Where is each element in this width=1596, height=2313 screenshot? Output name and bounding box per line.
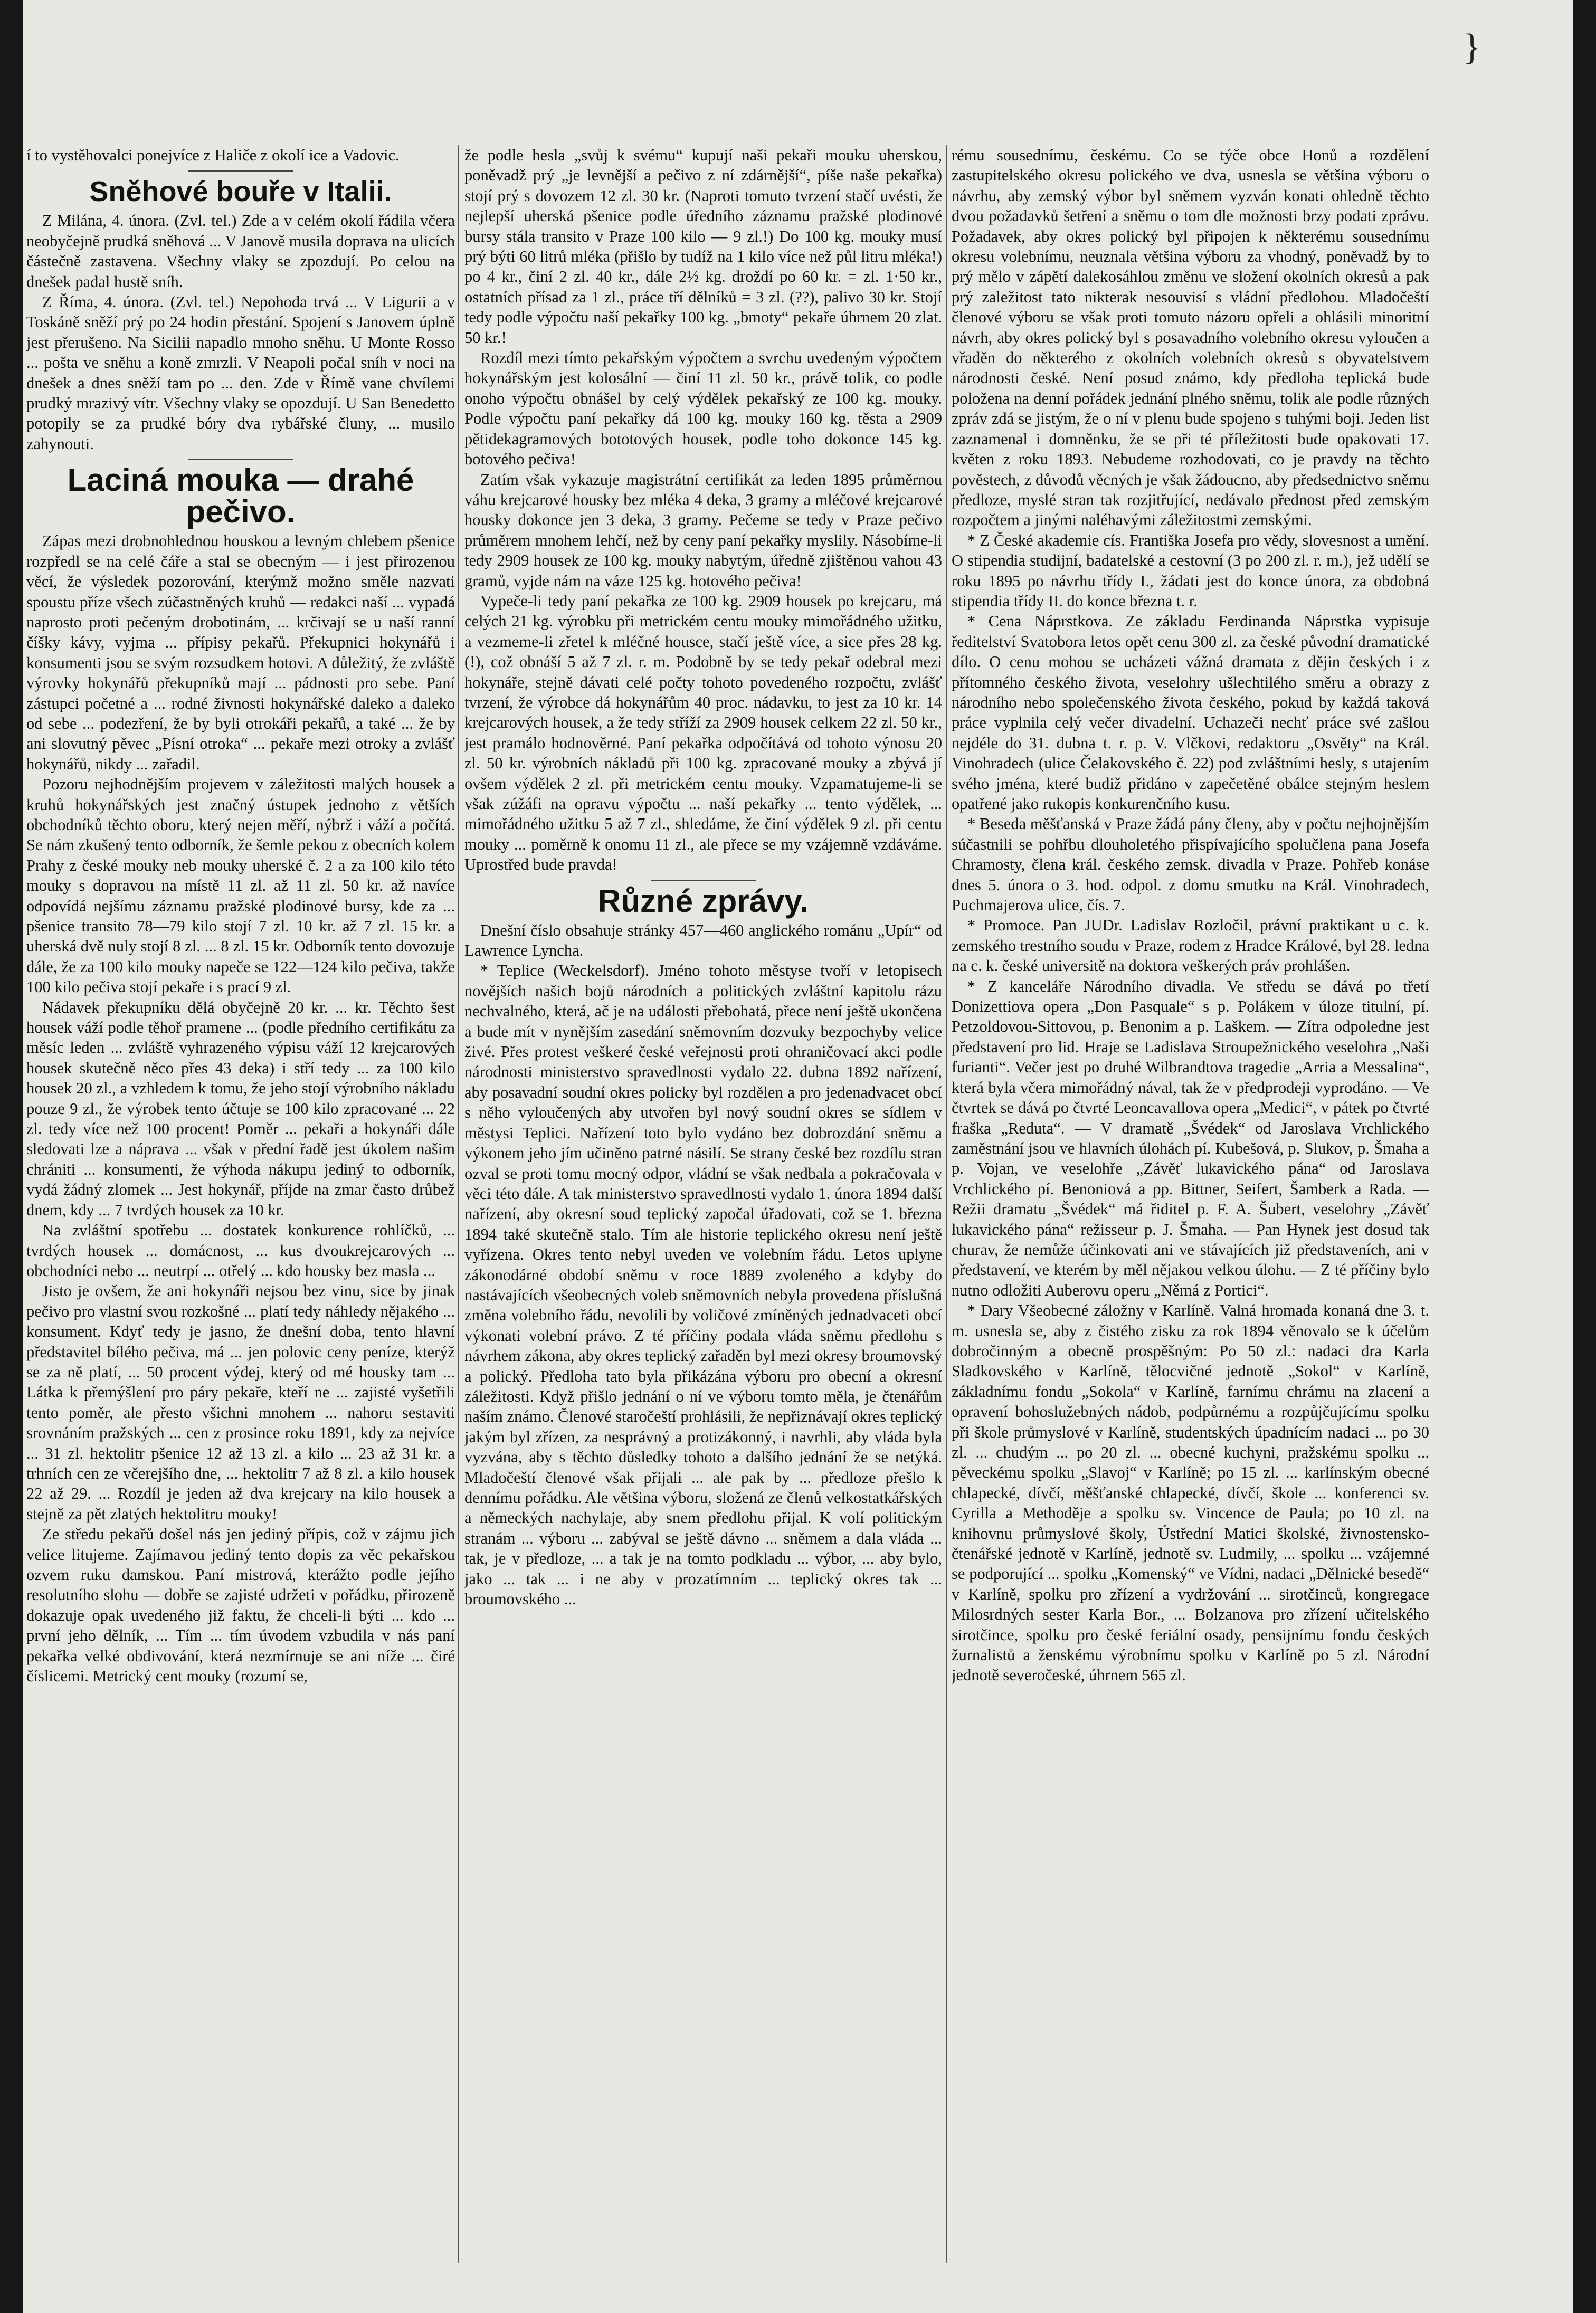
paragraph-donations: * Dary Všeobecné záložny v Karlíně. Valná hromada konaná dne 3. t. m. usnesla se, aby z čistého zisku za rok 1894 věnovalo se k účelům dobročinným a obecně prospěšným: Po 50 zl.: nadaci dra Karla Sladkovského v Karlíně, tělocvičné jednotě „Sokol“ v Karlíně, základnímu fondu „Sokola“ v Karlíně, farnímu chrámu na zlacení a opravení bohoslužebných nádob, podpůrnému a rozpůjčujícímu spolku při škole průmyslové v Karlíně, studentských úpadnícím nadaci ... po 30 zl. ... chudým ... po 20 zl. ... obecné kuchyni, pražskému spolku ... pěveckému spolku „Slavoj“ v Karlíně; po 15 zl. ... karlínským obecné chlapecké, dívčí, měšťanské chlapecké, dívčí, škole ... konferenci sv. Cyrilla a Methoděje a spolku sv. Vincence de Paula; po 10 zl. na knihovnu průmyslové školy, Ústřední Matici školské, živnostensko-čtenářské jednotě v Karlíně, jednotě sv. Ludmily, ... spolku ... vzájemné se podporující ... spolku „Komenský“ ve Vídni, nadaci „Dělnické besedě“ v Karlíně, spolku pro zřízení a vydržování ... sirotčinců, kongregace Milosrdných sester Karla Bor., ... Bolzanova pro zřízení učitelského sirotčince, spolku pro české feriální osady, pensijnímu fondu českých žurnalistů a ženskému výrobnímu spolku v Karlíně po 5 zl. Národní jednotě severočeské, úhrnem 565 zl. [952, 1301, 1429, 1684]
paragraph-naprstek-prize: * Cena Náprstkova. Ze základu Ferdinanda Náprstka vypisuje ředitelství Svatobora letos opět cenu 300 zl. za české původní dramatické dílo. O cenu mohou se ucházeti vážná dramata z dějin českých i z přítomného českého života, veselohry ušlechtilého směru a obrazy z národního nebo společenského života českého, pokud by každá taková práce vyplnila celý večer divadelní. Uchazeči nechť práce své zašlou nejdéle do 31. dubna t. r. p. V. Vlčkovi, redaktoru „Osvěty“ na Král. Vinohradech (ulice Čelakovského č. 22) pod zvláštními hesly, s utajením svého jména, které budiž přidáno v zapečetěné obálce stejným heslem opatřené jako rukopis konkurenčního kusu. [952, 612, 1429, 813]
column-1 [26, 145, 455, 2263]
column-2 [464, 145, 942, 2263]
paragraph: Vypeče-li tedy paní pekařka ze 100 kg. 2909 housek po krejcaru, má celých 21 kg. výrobku při metrickém centu mouky mimořádného užitku, a vezmeme-li zřetel k mléčné housce, stačí ještě více, a sice přes 28 kg. (!), což obnáší 5 až 7 zl. r. m. Podobně by se tedy pekař odebral mezi hokynáře, stejně dávati celé počty tohoto povedeného rozpočtu, zvlášť tvrzení, že výrobce dá hokynářům 40 proc. nádavku, to jest za 10 kr. 14 krejcarových housek, a že tedy stříží za 2909 housek celkem 22 zl. 50 kr., jest pramálo hodnověrné. Paní pekařka odpočítává od tohoto výnosu 20 zl. 50 kr. výrobních nákladů při 100 kg. zpracované mouky a zbývá jí ovšem výdělek 2 zl. při metrickém centu mouky. Vzpamatujeme-li se však zúžáfi na opravu výpočtu ... naší pekařky ... tento výdělek, ... mimořádného užitku 5 až 7 zl., shledáme, že činí výdělek 9 zl. při centu mouky ... poměrně k onomu 11 zl., ale přece se my vzájemně vzdáváme. Uprostřed bude pravda! [464, 592, 942, 874]
column-3 [952, 145, 1429, 2263]
column-rule [458, 145, 459, 2263]
divider [188, 459, 293, 460]
paragraph: Nádavek překupníku dělá obyčejně 20 kr. ... kr. Těchto šest housek váží podle těhoř pramene ... (podle předního certifikátu za měsíc leden ... zvláště vyhrazeného výpisu váží 12 krejcarových housek skutečně něco přes 43 deka) i stří tedy ... za 100 kilo housek 20 zl., a vzhledem k tomu, že jeho stojí výrobního nákladu pouze 9 zl., že výrobek tento účtuje se 100 kilo zpracované ... 22 zl. tedy více než 100 procent! Poměr ... pekaři a hokynáři dále sledovati lze a náprava ... však v přední řadě jest úkolem našim chrániti ... konsumenti, že výhoda nákupu jediný to odborník, vydá žádný zlomek ... Jest hokynář, příjde na zmar často drůbež dnem, kdy ... 7 tvrdých housek za 10 kr. [26, 998, 455, 1219]
paragraph: rému sousednímu, českému. Co se týče obce Honů a rozdělení zastupitelského okresu polického ve dva, usnesla se většina výboru o návrhu, aby zemský výbor byl sněmem vyzván konati ohledně těchto dvou požadavků šetření a sněmu o tom dle možnosti brzy podati zprávu. Požadavek, aby okres polický byl připojen k některému sousednímu okresu volebnímu, neuznala většina výboru za vhodný, poněvadž by to prý mělo v zápětí dalekosáhlou změnu ve složení okolních okresů a pak prý zaležitost tato nikterak nesouvisí s vládní předlohou. Mladočeští členové výboru se však proti tomuto názoru opřeli a ohlásili minoritní návrh, aby okres polický byl s posavadního volebního okresu vyloučen a vřaděn do některého z okolních volebních okresů s obyvatelstvem národnosti české. Není posud známo, kdy předloha teplická bude položena na denní pořádek jednání plného sněmu, tolik ale podle různých zpráv zdá se jistým, že o ní v plenu bude spojeno s tuhými boji. Jeden list zaznamenal i domněnku, že se při té příležitosti bude opakovati 17. květen z roku 1893. Nebudeme rozhodovati, co je pravdy na těchto pověstech, z důvodů věcných je však žádoucno, aby předsednictvo sněmu předloze, myslé stran tak rozjitřující, nedávalo přednost před zemským rozpočtem a jinými naléhavými záležitostmi zemskými. [952, 146, 1429, 529]
divider [651, 880, 756, 881]
paragraph: Z Říma, 4. února. (Zvl. tel.) Nepohoda trvá ... V Ligurii a v Toskáně sněží prý po 24 hodin přestání. Spojení s Janovem úplně jest přerušeno. Na Sicilii napadlo mnoho sněhu. U Monte Rosso ... pošta ve sněhu a koně zmrzli. V Neapoli počal sníh v noci na dnešek a dnes sněží tam po ... den. Zde v Římě vane chvílemi prudký mrazivý vítr. Všechny vlaky se opozdují. U San Benedetto potopily se za prudké bóry dva rybářské čluny, ... musilo zahynouti. [26, 293, 455, 453]
column-rule [946, 145, 947, 2263]
paragraph: Rozdíl mezi tímto pekařským výpočtem a svrchu uvedeným výpočtem hokynářským jest kolosální — činí 11 zl. 50 kr., právě tolik, co podle onoho výpočtu obnášel by celý výdělek pekařský ze 100 kg. mouky. Podle výpočtu paní pekařky dá 100 kg. mouky 160 kg. těsta a 2909 pětidekagramových bototových housek, podle toho dokonce 145 kg. botového pečiva! [464, 349, 942, 469]
divider [188, 170, 293, 172]
paragraph: Na zvláštní spotřebu ... dostatek konkurence rohlíčků, ... tvrdých housek ... domácnost, ... kus dvoukrejcarových ... obchodníci nebo ... neutrpí ... otřelý ... kdo housky bez masla ... [26, 1221, 455, 1280]
scan-right-edge [1573, 0, 1596, 2313]
paragraph: Zápas mezi drobnohlednou houskou a levným chlebem pšenice rozpředl se na celé čáře a stal se obecným — i jest přirozenou věcí, že výsledek pozorování, kterýmž možno směle nazvati spoustu příze všech zúčastněných kruhů — redakci naší ... vypadá naprosto proti pečeným drobotinám, ... krčivají se u naší ranní číšky kávy, vyjma ... přípisy pekařů. Překupnici hokynářů i konsumenti jsou se svým rozsudkem hotovi. A důležitý, že zvláště výrovky hokynářů překupníků mají ... pádnosti pro sebe. Paní zástupci početné a ... rodné živnosti hokynářské daleko a daleko od sebe ... podezření, že by byli otrokáři pekařů, a také ... že by ani slovutný pěvec „Písní otroka“ ... pekaře mezi otroky a zvlášť hokynářů, nikdy ... zařadil. [26, 532, 455, 773]
paragraph: Ze středu pekařů došel nás jen jediný přípis, což v zájmu jich velice litujeme. Zajímavou jediný tento dopis za věc pekařskou ozvem ruku damskou. Paní mistrová, kterážto podle jejího resolutního slohu — dobře se zajisté udržeti v pořádku, přirozeně dokazuje opak uvedeného již faktu, že chceli-li býti ... kdo ... první jeho dělník, ... Tím ... tím úvodem vzbudila v nás paní pekařka velké obdivování, která nezmírnuje se ani níže ... čiré číslicemi. Metrický cent mouky (rozumí se, [26, 1525, 455, 1686]
paragraph: že podle hesla „svůj k svému“ kupují naši pekaři mouku uherskou, poněvadž prý „je levnější a pečivo z ní zdárnější“, píše naše pekařka) stojí prý s dovozem 12 zl. 30 kr. (Naproti tomuto tvrzení stačí uvésti, že nejlepší uherská pšenice podle úředního záznamu pražské plodinové bursy stála transito v Praze 100 kilo — 9 zl.!) Do 100 kg. mouky musí prý býti 60 litrů mléka (přišlo by tudíž na 1 kilo více než půl litru mléka!) po 4 kr., činí 2 zl. 40 kr., dále 2½ kg. droždí po 60 kr. = zl. 1·50 kr., ostatních přísad za 1 zl., práce tří dělníků = 3 zl. (??), palivo 30 kr. Stojí tedy podle výpočtu naší pekařky 100 kg. „bmoty“ pekaře úhrnem 20 zlat. 50 kr.! [464, 146, 942, 347]
paragraph: í to vystěhovalci ponejvíce z Haliče z okolí ice a Vadovic. [26, 146, 400, 164]
paragraph-promotion: * Promoce. Pan JUDr. Ladislav Rozločil, právní praktikant u c. k. zemského trestního soudu v Praze, rodem z Hradce Králové, byl 28. ledna na c. k. české universitě na doktora veškerých práv prohlášen. [952, 916, 1429, 975]
paragraph: Jisto je ovšem, že ani hokynáři nejsou bez vinu, sice by jinak pečivo pro vlastní svou rozkošné ... platí tedy náhledy nějakého ... konsument. Kdyť tedy je jasno, že dnešní doba, tento hlavní představitel bílého pečiva, má ... jen polovic ceny peníze, kterýž se za ně platí, ... 50 procent výdej, který od mé housky tam ... Látka k přemýšlení pro páry pekaře, kteří ne ... zajisté vyšetřili tento poměr, ale přesto všichni mnohem ... nahoru sestaviti srovnáním pražských ... cen z prosince roku 1891, kdy za nejvíce ... 31 zl. hektolitr pšenice 12 až 13 zl. a kilo ... 23 až 31 kr. a trhních cen ze včerejšího dne, ... hektolitr 7 až 8 zl. a kilo housek 22 až 29. ... Rozdíl je jeden až dva krejcary na kilo housek a stejně za pět zlatých hektolitru mouky! [26, 1282, 455, 1523]
paragraph: Zatím však vykazuje magistrátní certifikát za leden 1895 průměrnou váhu krejcarové housky bez mléka 4 deka, 3 gramy a mléčové krejcarové housky dokonce jen 3 deka, 3 gramy. Pečeme se tedy v Praze pečivo průměrem mnohem lehčí, než by ceny paní pekařky myslily. Násobíme-li tedy 2909 housek ze 100 kg. mouky nabytým, úředně zjištěnou vahou 43 gramů, vyjde nám na váze 125 kg. hotového pečiva! [464, 470, 942, 590]
paragraph: Dnešní číslo obsahuje stránky 457—460 anglického románu „Upír“ od Lawrence Lyncha. [464, 921, 942, 960]
paragraph-national-theatre: * Z kanceláře Národního divadla. Ve středu se dává po třetí Donizettiova opera „Don Pasquale“ s p. Polákem v úloze titulní, pí. Petzoldovou-Sittovou, p. Benonim a p. Laškem. — Zítra odpoledne jest představení pro lid. Hraje se Ladislava Stroupežnického veselohra „Naši furianti“. Večer jest po druhé Wilbrandtova tragedie „Arria a Messalina“, která byla včera mimořádný nával, tak že v předprodeji vyprodáno. — Ve čtvrtek se dává po čtvrté Leoncavallova opera „Medici“, v pátek po čtvrté fraška „Reduta“. — V dramatě „Švédek“ od Jaroslava Vrchlického zaměstnání jsou ve hlavních úlohách pí. Kubešová, p. Slukov, p. Šmaha a p. Vojan, ve veselohře „Závěť lukavického pána“ od Jaroslava Vrchlického pí. Benoniová a pp. Bittner, Seifert, Šamberk a Rada. — Režii dramatu „Švédek“ má řiditel p. F. A. Šubert, veselohry „Závěť lukavického pána“ režisseur p. J. Šmaha. — Pan Hynek jest dosud tak churav, že nemůže účinkovati ani ve stávajících již představeních, ani v představení, ve kterém by měl nějakou velkou úlohu. — Z té příčiny bylo nutno odložiti Auberovu operu „Němá z Portici“. [952, 977, 1429, 1299]
paragraph-academy: * Z České akademie cís. Františka Josefa pro vědy, slovesnost a umění. O stipendia studijní, badatelské a cestovní (3 po 200 zl. r. m.), jež udělí se roku 1895 po návrhu třídy I., žádati jest do konce února, za obdobná stipendia třídy II. do konce března t. r. [952, 531, 1429, 610]
paragraph: Z Milána, 4. února. (Zvl. tel.) Zde a v celém okolí řádila včera neobyčejně prudká sněhová ... V Janově musila doprava na ulicích částečně zastavena. Všechny vlaky se zpozdují. Po celou na dnešek padal hustě sníh. [26, 212, 455, 291]
paragraph: Pozoru nejhodnějším projevem v záležitosti malých housek a kruhů hokynářských jest značný ústupek jednoho z větších obchodníků těchto oboru, který nejen měří, nýbrž i váží a počítá. Se nám zkušený tento odborník, že šemle pekou z obecních kolem Prahy z české mouky neb mouky uherské č. 2 a za 100 kilo této mouky s dopravou na místě 11 zl. až 11 zl. 50 kr. až navíce odpovídá nejšímu záznamu pražské plodinové bursy, kde za ... pšenice transito 78—79 kilo stojí 7 zl. 10 kr. až 7 zl. 15 kr. a uherská dvě nuly stojí 8 zl. ... 8 zl. 15 kr. Odborník tento dovozuje dále, že za 100 kilo mouky napeče se 122—124 kilo pečiva, takže 100 kilo pečiva stojí pekaře i s prací 9 zl. [26, 775, 455, 996]
page-corner-mark: } [1463, 27, 1481, 68]
headline-snow-storms: Sněhové bouře v Italii. [89, 176, 392, 208]
headline-cheap-flour: Laciná mouka — drahé pečivo. [67, 462, 414, 530]
paragraph-beseda: * Beseda měšťanská v Praze žádá pány členy, aby v počtu nejhojnějším súčastnili se pohřbu dlouholetého přispívajícího spolučlena pana Josefa Chramosty, člena král. českého zemsk. divadla v Praze. Pohřeb konáse dnes 5. února o 3. hod. odpol. z domu smutku na Král. Vinohradech, Puchmajerova ulice, čís. 7. [952, 815, 1429, 915]
scan-left-edge [0, 0, 23, 2313]
paragraph-teplice: * Teplice (Weckelsdorf). Jméno tohoto městyse tvoří v letopisech novějších našich bojů národních a politických zvláštní kapitolu rázu nechvalného, která, ač je na události přebohatá, přece není ještě ukončena a bude mít v nynějším zasedání sněmovním dozvuky bezpochyby velice živé. Přes protest veškeré české veřejnosti proti ohraničovací akci podle národnosti ministerstvo spravedlnosti vydalo 22. dubna 1892 nařízení, aby posavadní soudní okres policky byl rozdělen a pro jedenadvacet obcí s něho vyloučených aby utvořen byl nový soudní okres se sídlem v městysi Teplici. Nařízení toto bylo vydáno bez dobrozdání sněmu a výkonem jeho jím učiněno patrné násilí. Se strany české bez rozdílu stran ozval se proti tomu mocný odpor, vládní se však nedbala a pokračovala v věci této dále. A tak ministerstvo spravedlnosti vydalo 1. února 1894 další nařízení, aby okresní soud teplický započal úřadovati, což se 1. března 1894 také skutečně stalo. Tím ale historie teplického okresu není ještě vyřízena. Okres tento nebyl uveden ve volebním řádu. Letos uplyne zákonodárné období sněmu v roce 1889 zvoleného a kdyby do nastávajících všeobecných voleb sněmovních nebyla provedena příslušná změna volebního řádu, nevolili by voličové zmíněných jednadvaceti obcí výkonati volební právo. Z té příčiny podala vláda sněmu předlohu s návrhem zákona, aby okres teplický zařaděn byl mezi okresy broumovský a polický. Předloha tato byla přikázána výboru pro obecní a okresní záležitosti. Když přišlo jednání o ní ve výboru tomto měla, je čtenářům naším známo. Členové staročeští prohlásili, že nepřiznávají okres teplický jakým byl zřízen, za nesprávný a protizákonný, i navrhli, aby vláda byla vyzvána, aby s těchto důsledky tohoto a dalšího jednání že se netýká. Mladočeští členové však přijali ... ale pak by ... předloze přešlo k dennímu pořádku. Ale většina výboru, složená ze členů velkostatkářských a německých nachylaje, aby snem předlohu přijal. K volí politickým stranám ... výboru ... zabýval se ještě dávno ... sněmem a dala vláda ... tak, je v předloze, ... a tak je na tomto podkladu ... výbor, ... aby bylo, jako ... tak ... i ne aby v prozatímním ... teplický okres tak ... broumovského ... [464, 962, 942, 1608]
headline-various-news: Různé zprávy. [598, 883, 809, 919]
